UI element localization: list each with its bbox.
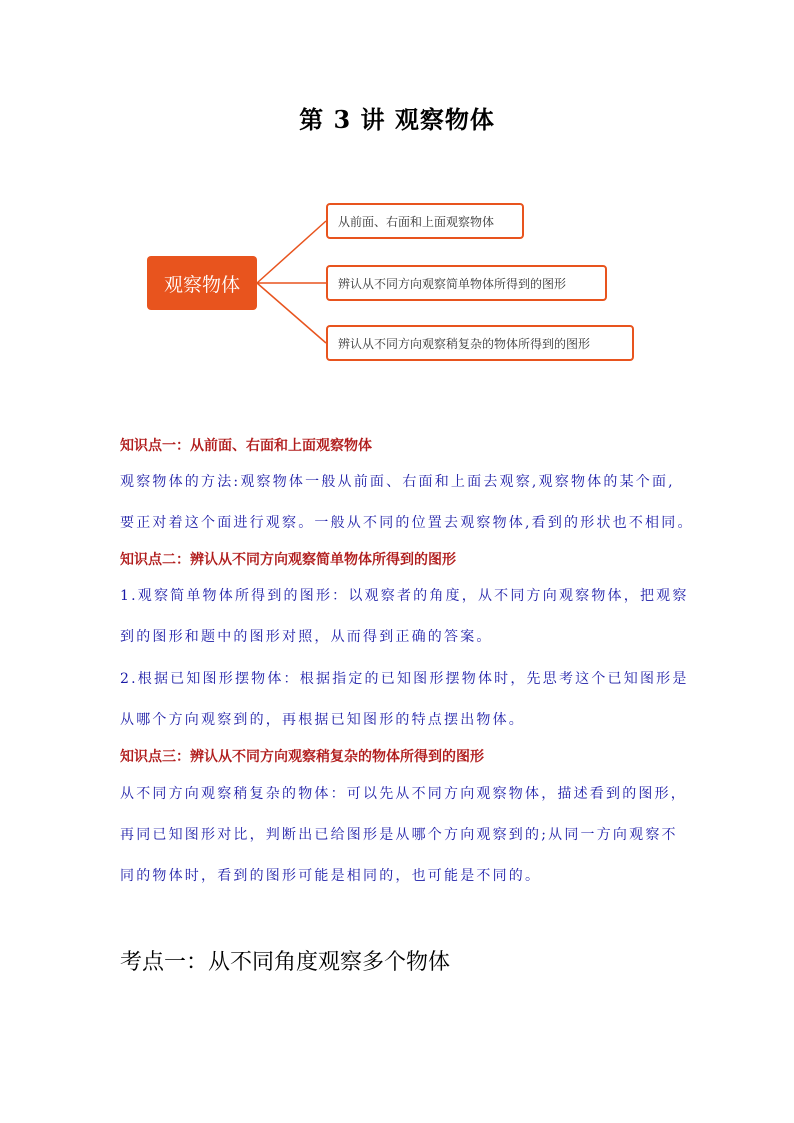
knowledge-3-line-2: 再同已知图形对比，判断出已给图形是从哪个方向观察到的;从同一方向观察不	[120, 827, 678, 843]
knowledge-2-line-4: 从哪个方向观察到的，再根据已知图形的特点摆出物体。	[120, 712, 525, 728]
mind-map-root: 观察物体	[147, 256, 257, 310]
mind-map-branch-3: 辨认从不同方向观察稍复杂的物体所得到的图形	[326, 325, 634, 361]
knowledge-3-line-1: 从不同方向观察稍复杂的物体：可以先从不同方向观察物体，描述看到的图形，	[120, 786, 687, 802]
knowledge-2-line-3: 2.根据已知图形摆物体：根据指定的已知图形摆物体时，先思考这个已知图形是	[120, 671, 689, 687]
mind-map-branch-1: 从前面、右面和上面观察物体	[326, 203, 524, 239]
connector-3	[257, 283, 326, 343]
knowledge-2-line-1: 1.观察简单物体所得到的图形：以观察者的角度，从不同方向观察物体，把观察	[120, 588, 689, 604]
mind-map	[0, 190, 794, 380]
knowledge-1-line-2: 要正对着这个面进行观察。一般从不同的位置去观察物体,看到的形状也不相同。	[120, 515, 694, 531]
knowledge-heading-2: 知识点二：辨认从不同方向观察简单物体所得到的图形	[120, 552, 456, 568]
section-title: 考点一：从不同角度观察多个物体	[120, 950, 451, 975]
knowledge-heading-3: 知识点三：辨认从不同方向观察稍复杂的物体所得到的图形	[120, 749, 484, 765]
knowledge-3-line-3: 同的物体时，看到的图形可能是相同的，也可能是不同的。	[120, 868, 542, 884]
page-title: 第 3 讲 观察物体	[299, 105, 495, 134]
mind-map-branch-2: 辨认从不同方向观察简单物体所得到的图形	[326, 265, 607, 301]
knowledge-heading-1: 知识点一：从前面、右面和上面观察物体	[120, 438, 372, 454]
knowledge-1-line-1: 观察物体的方法:观察物体一般从前面、右面和上面去观察,观察物体的某个面,	[120, 474, 675, 490]
connector-1	[257, 221, 326, 283]
knowledge-2-line-2: 到的图形和题中的图形对照，从而得到正确的答案。	[120, 629, 493, 645]
